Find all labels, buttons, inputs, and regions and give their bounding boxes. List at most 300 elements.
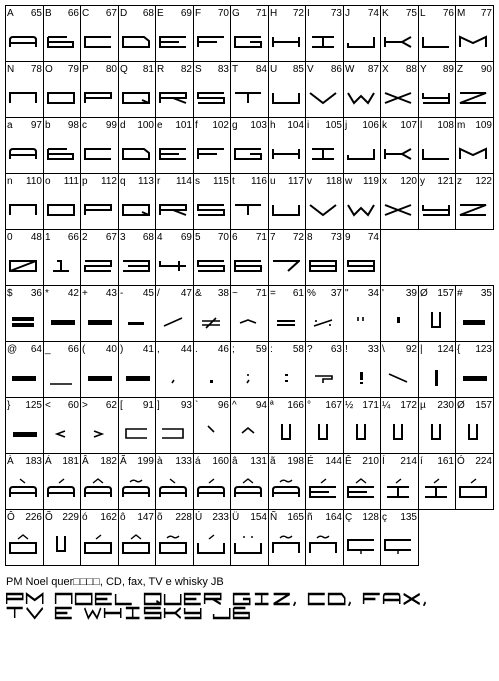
- glyph-cell: [268, 285, 306, 342]
- glyph-label: [307, 8, 342, 19]
- glyph-cell: [118, 453, 156, 510]
- glyph-char: +: [82, 288, 88, 299]
- glyph-label: [382, 64, 417, 75]
- glyph-char: Ç: [345, 512, 353, 523]
- glyph-cell: [343, 173, 381, 230]
- glyph-code: 147: [137, 512, 154, 523]
- glyph-label: [307, 120, 342, 131]
- glyph-cell: [380, 453, 419, 510]
- glyph-preview-icon: [47, 532, 75, 554]
- glyph-code: 67: [105, 232, 117, 243]
- glyph-code: 70: [217, 232, 229, 243]
- glyph-code: 92: [405, 344, 417, 355]
- glyph-preview-icon: [122, 28, 150, 50]
- glyph-cell: [455, 5, 494, 62]
- glyph-char: Ú: [195, 512, 203, 523]
- glyph-label: [195, 400, 229, 411]
- glyph-code: 128: [362, 512, 379, 523]
- glyph-cell: [230, 229, 269, 286]
- glyph-char: c: [82, 120, 87, 131]
- glyph-preview-icon: [9, 84, 37, 106]
- glyph-cell: [155, 509, 194, 566]
- glyph-code: 131: [250, 456, 267, 467]
- glyph-code: 113: [138, 176, 154, 187]
- glyph-preview-icon: [422, 420, 450, 442]
- glyph-preview-icon: [197, 84, 225, 106]
- glyph-preview-icon: [272, 28, 300, 50]
- glyph-code: 161: [437, 456, 454, 467]
- glyph-label: [457, 176, 492, 187]
- glyph-char: u: [270, 176, 276, 187]
- glyph-label: [382, 512, 417, 523]
- glyph-preview-icon: [309, 308, 337, 330]
- glyph-char: ,: [157, 344, 160, 355]
- glyph-cell: [343, 397, 381, 454]
- glyph-preview-icon: [159, 84, 187, 106]
- glyph-char: `: [195, 400, 199, 411]
- glyph-preview-icon: [309, 532, 337, 554]
- glyph-code: 66: [67, 344, 79, 355]
- glyph-label: [120, 344, 154, 355]
- glyph-char: -: [120, 288, 124, 299]
- glyph-cell: [343, 285, 381, 342]
- glyph-cell: [305, 509, 344, 566]
- glyph-preview-icon: [197, 532, 225, 554]
- glyph-cell: [118, 285, 156, 342]
- glyph-cell: [380, 285, 419, 342]
- glyph-cell: [5, 453, 44, 510]
- glyph-char: ñ: [307, 512, 313, 523]
- glyph-code: 97: [30, 120, 42, 131]
- glyph-char: l: [420, 120, 423, 131]
- glyph-code: 116: [251, 176, 267, 187]
- glyph-label: [157, 232, 192, 243]
- glyph-preview-icon: [384, 84, 412, 106]
- glyph-char: q: [120, 176, 126, 187]
- glyph-label: [82, 288, 117, 299]
- glyph-label: [82, 512, 117, 523]
- glyph-code: 40: [105, 344, 117, 355]
- glyph-cell: [268, 397, 306, 454]
- glyph-code: 59: [255, 344, 267, 355]
- glyph-cell: [380, 397, 419, 454]
- glyph-preview-icon: [234, 28, 262, 50]
- glyph-cell: [343, 5, 381, 62]
- glyph-code: 182: [100, 456, 117, 467]
- glyph-code: 183: [25, 456, 42, 467]
- glyph-preview-icon: [197, 364, 225, 386]
- glyph-preview-icon: [84, 28, 112, 50]
- glyph-preview-icon: [459, 308, 487, 330]
- glyph-char: s: [195, 176, 200, 187]
- glyph-label: [157, 64, 192, 75]
- glyph-label: [195, 176, 229, 187]
- glyph-label: [345, 232, 379, 243]
- glyph-char: J: [345, 8, 350, 19]
- glyph-char: h: [270, 120, 276, 131]
- glyph-code: 66: [67, 232, 79, 243]
- glyph-char: D: [120, 8, 128, 19]
- glyph-cell: [380, 117, 419, 174]
- glyph-label: [420, 400, 454, 411]
- glyph-char: /: [157, 288, 160, 299]
- glyph-label: [457, 64, 492, 75]
- glyph-preview-icon: [197, 140, 225, 162]
- glyph-preview-icon: [272, 84, 300, 106]
- glyph-cell: [193, 285, 231, 342]
- glyph-preview-icon: [459, 364, 487, 386]
- glyph-label: [307, 512, 342, 523]
- glyph-code: 172: [400, 400, 417, 411]
- glyph-preview-icon: [459, 476, 487, 498]
- glyph-cell: [305, 453, 344, 510]
- glyph-cell: [80, 5, 119, 62]
- glyph-code: 166: [287, 400, 304, 411]
- glyph-label: [270, 232, 304, 243]
- glyph-preview-icon: [197, 28, 225, 50]
- glyph-char: ;: [232, 344, 235, 355]
- glyph-preview-icon: [234, 196, 262, 218]
- glyph-char: Â: [82, 456, 89, 467]
- glyph-code: 94: [255, 400, 267, 411]
- glyph-char: (: [82, 344, 86, 355]
- glyph-code: 41: [142, 344, 154, 355]
- glyph-char: H: [270, 8, 278, 19]
- glyph-label: [45, 344, 79, 355]
- glyph-preview-icon: [384, 420, 412, 442]
- glyph-char: Ê: [345, 456, 352, 467]
- glyph-code: 68: [142, 232, 154, 243]
- glyph-code: 96: [217, 400, 229, 411]
- glyph-code: 85: [292, 64, 304, 75]
- glyph-preview-icon: [422, 28, 450, 50]
- glyph-cell: [43, 117, 81, 174]
- glyph-char: Q: [120, 64, 128, 75]
- glyph-code: 107: [400, 120, 417, 131]
- glyph-code: 71: [255, 232, 267, 243]
- glyph-label: [45, 512, 79, 523]
- glyph-preview-icon: [309, 140, 337, 162]
- glyph-code: 36: [30, 288, 42, 299]
- glyph-code: 154: [250, 512, 267, 523]
- glyph-label: [82, 8, 117, 19]
- glyph-preview-icon: [347, 364, 375, 386]
- glyph-label: [195, 344, 229, 355]
- glyph-code: 230: [437, 400, 454, 411]
- glyph-label: [382, 456, 417, 467]
- glyph-label: [45, 64, 79, 75]
- glyph-label: [195, 120, 229, 131]
- glyph-char: ^: [232, 400, 237, 411]
- glyph-char: ô: [120, 512, 126, 523]
- glyph-code: 73: [330, 232, 342, 243]
- glyph-preview-icon: [159, 476, 187, 498]
- glyph-cell: [268, 453, 306, 510]
- glyph-code: 93: [180, 400, 192, 411]
- glyph-code: 210: [362, 456, 379, 467]
- glyph-char: \: [382, 344, 385, 355]
- glyph-label: [120, 120, 154, 131]
- glyph-char: Ó: [457, 456, 465, 467]
- glyph-preview-icon: [272, 140, 300, 162]
- glyph-cell: [455, 285, 494, 342]
- glyph-code: 74: [367, 8, 379, 19]
- glyph-label: [307, 288, 342, 299]
- glyph-preview-icon: [9, 196, 37, 218]
- glyph-cell: [118, 117, 156, 174]
- glyph-preview-icon: [347, 476, 375, 498]
- glyph-cell: [305, 117, 344, 174]
- glyph-cell: [43, 341, 81, 398]
- glyph-char: %: [307, 288, 316, 299]
- glyph-char: <: [45, 400, 51, 411]
- glyph-label: [345, 512, 379, 523]
- glyph-code: 119: [363, 176, 379, 187]
- glyph-char: S: [195, 64, 202, 75]
- glyph-label: [232, 120, 267, 131]
- glyph-char: Ø: [420, 288, 428, 299]
- glyph-preview-icon: [347, 140, 375, 162]
- glyph-char: x: [382, 176, 387, 187]
- glyph-cell: [80, 229, 119, 286]
- glyph-label: [120, 176, 154, 187]
- glyph-preview-icon: [384, 308, 412, 330]
- glyph-code: 199: [137, 456, 154, 467]
- glyph-label: [345, 288, 379, 299]
- glyph-code: 76: [442, 8, 454, 19]
- glyph-label: [45, 120, 79, 131]
- glyph-label: [195, 64, 229, 75]
- glyph-char: U: [270, 64, 278, 75]
- glyph-code: 78: [30, 64, 42, 75]
- glyph-preview-icon: [84, 308, 112, 330]
- glyph-char: #: [457, 288, 463, 299]
- glyph-code: 115: [213, 176, 229, 187]
- glyph-cell: [80, 61, 119, 118]
- glyph-code: 160: [212, 456, 229, 467]
- glyph-char: Ã: [120, 456, 127, 467]
- glyph-cell: [305, 285, 344, 342]
- glyph-label: [232, 232, 267, 243]
- glyph-label: [420, 456, 454, 467]
- glyph-label: [382, 400, 417, 411]
- glyph-code: 171: [362, 400, 379, 411]
- glyph-preview-icon: [122, 364, 150, 386]
- glyph-cell: [418, 5, 456, 62]
- glyph-char: P: [82, 64, 89, 75]
- glyph-code: 48: [30, 232, 42, 243]
- glyph-code: 228: [175, 512, 192, 523]
- glyph-cell: [118, 509, 156, 566]
- glyph-label: [195, 232, 229, 243]
- glyph-char: ¼: [382, 400, 391, 411]
- glyph-char: [: [120, 400, 123, 411]
- glyph-code: 98: [67, 120, 79, 131]
- glyph-preview-icon: [122, 196, 150, 218]
- glyph-code: 121: [437, 176, 454, 187]
- glyph-cell: [455, 117, 494, 174]
- glyph-char: ~: [232, 288, 238, 299]
- glyph-label: [457, 400, 492, 411]
- glyph-preview-icon: [272, 364, 300, 386]
- glyph-cell: [343, 509, 381, 566]
- glyph-char: d: [120, 120, 126, 131]
- glyph-char: Ü: [232, 512, 240, 523]
- glyph-char: ª: [270, 400, 274, 411]
- glyph-preview-icon: [422, 84, 450, 106]
- glyph-char: b: [45, 120, 51, 131]
- glyph-code: 43: [105, 288, 117, 299]
- glyph-label: [7, 456, 42, 467]
- glyph-label: [345, 344, 379, 355]
- glyph-char: }: [7, 400, 11, 411]
- glyph-preview-icon: [9, 532, 37, 554]
- glyph-cell: [380, 5, 419, 62]
- glyph-label: [195, 512, 229, 523]
- glyph-cell: [268, 173, 306, 230]
- glyph-cell: [268, 341, 306, 398]
- glyph-char: Z: [457, 64, 464, 75]
- glyph-label: [120, 8, 154, 19]
- glyph-label: [7, 400, 42, 411]
- glyph-cell: [118, 229, 156, 286]
- glyph-code: 99: [105, 120, 117, 131]
- glyph-code: 82: [180, 64, 192, 75]
- glyph-code: 100: [137, 120, 154, 131]
- glyph-preview-icon: [422, 476, 450, 498]
- glyph-label: [7, 344, 42, 355]
- glyph-code: 45: [142, 288, 154, 299]
- glyph-char: 2: [82, 232, 88, 243]
- glyph-label: [382, 8, 417, 19]
- glyph-char: y: [420, 176, 425, 187]
- glyph-char: C: [82, 8, 90, 19]
- glyph-cell: [43, 453, 81, 510]
- glyph-label: [382, 344, 417, 355]
- glyph-cell: [343, 341, 381, 398]
- glyph-cell: [343, 229, 381, 286]
- glyph-cell: [43, 173, 81, 230]
- glyph-char: :: [270, 344, 273, 355]
- glyph-cell: [80, 397, 119, 454]
- glyph-char: O: [45, 64, 53, 75]
- glyph-cell: [155, 5, 194, 62]
- glyph-cell: [305, 229, 344, 286]
- glyph-char: o: [45, 176, 51, 187]
- glyph-cell: [43, 5, 81, 62]
- glyph-preview-icon: [159, 252, 187, 274]
- glyph-preview-icon: [234, 364, 262, 386]
- glyph-code: 66: [67, 8, 79, 19]
- glyph-preview-icon: [84, 532, 112, 554]
- glyph-code: 90: [480, 64, 492, 75]
- glyph-char: V: [307, 64, 314, 75]
- glyph-char: E: [157, 8, 164, 19]
- glyph-cell: [268, 509, 306, 566]
- glyph-cell: [155, 285, 194, 342]
- glyph-code: 37: [330, 288, 342, 299]
- glyph-char: 6: [232, 232, 238, 243]
- glyph-preview-icon: [347, 308, 375, 330]
- glyph-cell: [5, 509, 44, 566]
- glyph-cell: [418, 285, 456, 342]
- glyph-label: [7, 232, 42, 243]
- glyph-label: [457, 120, 492, 131]
- glyph-char: â: [232, 456, 238, 467]
- glyph-cell: [455, 397, 494, 454]
- glyph-label: [232, 456, 267, 467]
- glyph-preview-icon: [309, 196, 337, 218]
- glyph-preview-icon: [47, 196, 75, 218]
- glyph-char: @: [7, 344, 18, 355]
- glyph-label: [232, 512, 267, 523]
- glyph-label: [157, 344, 192, 355]
- glyph-label: [120, 512, 154, 523]
- glyph-char: í: [420, 456, 423, 467]
- glyph-cell: [418, 61, 456, 118]
- glyph-char: !: [345, 344, 348, 355]
- glyph-cell: [343, 117, 381, 174]
- glyph-code: 89: [442, 64, 454, 75]
- glyph-code: 61: [292, 288, 304, 299]
- glyph-code: 120: [400, 176, 417, 187]
- glyph-char: ç: [382, 512, 387, 523]
- glyph-label: [82, 232, 117, 243]
- glyph-cell: [305, 61, 344, 118]
- glyph-label: [120, 456, 154, 467]
- glyph-label: [45, 8, 79, 19]
- glyph-preview-icon: [272, 476, 300, 498]
- glyph-preview-icon: [84, 252, 112, 274]
- glyph-preview-icon: [47, 308, 75, 330]
- glyph-preview-icon: [272, 196, 300, 218]
- glyph-preview-icon: [272, 308, 300, 330]
- glyph-label: [382, 176, 417, 187]
- glyph-code: 80: [105, 64, 117, 75]
- glyph-code: 67: [105, 8, 117, 19]
- glyph-code: 73: [330, 8, 342, 19]
- glyph-cell: [230, 117, 269, 174]
- glyph-cell: [80, 117, 119, 174]
- glyph-label: [7, 512, 42, 523]
- glyph-char: ): [120, 344, 124, 355]
- glyph-preview-icon: [234, 476, 262, 498]
- glyph-char: _: [45, 344, 51, 355]
- glyph-label: [270, 512, 304, 523]
- glyph-char: 8: [307, 232, 313, 243]
- glyph-char: 5: [195, 232, 201, 243]
- glyph-label: [270, 8, 304, 19]
- glyph-label: [345, 456, 379, 467]
- glyph-char: ': [382, 288, 384, 299]
- glyph-cell: [118, 397, 156, 454]
- glyph-cell: [380, 61, 419, 118]
- glyph-char: &: [195, 288, 202, 299]
- glyph-label: [270, 64, 304, 75]
- glyph-code: 63: [330, 344, 342, 355]
- glyph-label: [120, 64, 154, 75]
- glyph-cell: [5, 173, 44, 230]
- glyph-cell: [43, 285, 81, 342]
- glyph-code: 81: [142, 64, 154, 75]
- glyph-preview-icon: [159, 532, 187, 554]
- glyph-char: *: [45, 288, 49, 299]
- glyph-code: 124: [437, 344, 454, 355]
- glyph-char: j: [345, 120, 348, 131]
- glyph-code: 102: [212, 120, 229, 131]
- glyph-preview-icon: [47, 84, 75, 106]
- glyph-preview-icon: [234, 84, 262, 106]
